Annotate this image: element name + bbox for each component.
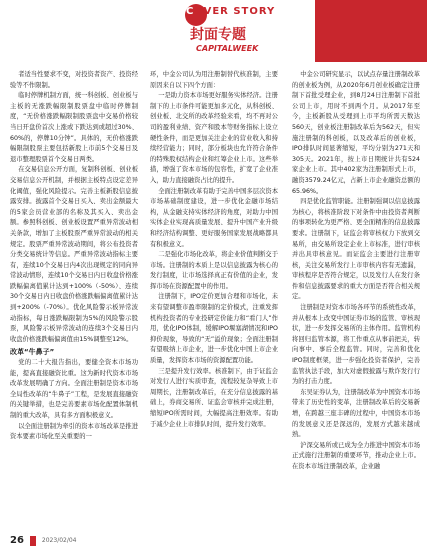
article-column-1	[10, 70, 138, 443]
article-column-3	[292, 70, 420, 473]
footer-red-mark	[30, 536, 36, 546]
header-red-bar	[315, 0, 427, 62]
section-title-en: CAPITALWEEK	[196, 44, 259, 53]
page-footer	[10, 535, 77, 546]
paragraph: 三是提升发行效率。核准制下，由于证监会对发行人进行实质审查，流程较复杂导致上市周期长，注册制改革后，在充分信息披露的基础上，券商交易所、证监会审核并完成注册，缩短IPO所需时间，大幅提高注册效率。有助于减少企业上市排队时间，提升发行效率。	[150, 367, 278, 428]
paragraph: 党的二十大报告指出，要健全资本市场功能，提高直接融资比重。这为新时代资本市场改革发展明确了方向。全面注册制是资本市场全局性改革的“牛鼻子”工程，是发展直接融资的关键举措，也是完善要素市场化配置体制机制的重大改革，具有多方面积极意义。	[10, 359, 138, 419]
paragraph: 环，中金公司认为用注册制替代核准制，主要原因来自以下四个方面：	[150, 71, 278, 89]
cover-story-label: COVER STORY	[186, 6, 276, 17]
paragraph: 在交易信息公开方面，复制科创板、创业板交易信息公开机制，并根据主板特点设定差异化阈值，强化风险提示。完善主板新股信息披露安排。披露首个交易日买入、卖出金额最大的5家会员营业部的名称及其买入、卖出金额。参照科创板、创业板设置严重异常波动相关条款，增加了主板股票严重异常波动的相关规定。股票严重异常波动期间，将公布投资者分类交易统计等信息。严重异常波动指标主要有，连续10个交易日内4次出现规定的同向异常波动情形，连续10个交易日内日收盘价格涨跌幅偏离值累计达到+100%（-50%）、连续30个交易日内日收盘价格涨跌幅偏离值累计达到+200%（-70%）。优化风险警示板异常波动指标，每日涨跌幅限制为5%的风险警示股票，风险警示板异常波动的连续3个交易日内收盘价格涨跌幅偏离值由15%调整至12%。	[10, 166, 138, 343]
paragraph: 注册制是对资本市场各环节的系统性改革，并从根本上改变中国证券市场的监管、审核现状，进一步发挥交易所的主体作用。监管机构将回归监管本源，将工作重点从事前把关，转向事中、事后全程监管。同时，完善和优化IPO制度框架，进一步强化投资者保护，完善监管执法手段，加大对虚假披露与欺诈发行行为的打击力度。	[292, 304, 420, 386]
paragraph: 临时停牌机制方面，统一科创板、创业板与主板的无涨跌幅限制股票盘中临时停牌制度，“无价格涨跌幅限制股票盘中交易价格较当日开盘价首次上涨或下跌达到或超过30%、60%的，停牌10分钟”。具体的，无价格涨跌幅限制股票主要包括新股上市前5个交易日及退市整理股票首个交易日两类。	[10, 92, 138, 163]
section-title-cn: 封面专题	[190, 27, 246, 43]
article-column-2	[150, 70, 278, 430]
issue-date: 2023/02/04	[41, 537, 77, 544]
paragraph: 以全面注册制为牵引的资本市场改革是推进资本要素市场化至关重要的一	[10, 422, 138, 441]
paragraph: 中金公司研究显示，以试点存量注册制改革的创业板为例，从2020年6月创业板确定注册制下首批受理企业，到8月24日注册制下首批公司上市，用时不到两个月。从2017年至今，主板新股从受理到上市平均所需天数达560天，创业板注册制改革后为562天，但实施注册制的科创板，以及改革后的创业板，IPO排队时间显著缩短，平均分别为271天和305天。2021年，按上市日期统计共有524家企业上市。其中402家为注册制形式上市，融资3579.24亿元，占新上市企业融资总额的65.96%。	[292, 71, 420, 195]
paragraph: 者适当性要求不变，对投资者资产、投资经验等不作限制。	[10, 71, 138, 89]
paragraph: 一是助力资本市场更好服务实体经济。注册制下的上市条件可能更加多元化，从科创板、创业板、北交所的改革经验来看，均不再对公司的盈利业绩、资产和股本等财务指标上设立硬性条件，而是更加关注企业的营业收入和持续经营能力；同时，部分板块也允许符合条件的特殊股权结构企业和红筹企业上市。这些举措，增强了资本市场的包容性，扩宽了企业准入，助力直接融资占比的提升。	[150, 92, 278, 184]
paragraph: 东吴证券认为，注册制改革为中国资本市场带来了历史性的变革，注册制改革后的交易新增，在跨越三座丰碑的过程中，中国资本市场的发展意义还是深远的，发展方式越来越成熟。	[292, 388, 420, 439]
paragraph: 沪深交易所或已成为全力推进中国资本市场正式施行注册制的重要环节，推动企业上市。在资本市场注册制改革，企业融	[292, 441, 420, 470]
paragraph: 二是强化市场化改革，将企业价值判断交于市场。注册制的本质上是以信息披露为核心的发行制度，让市场选择真正有价值的企业，发挥市场在资源配置中的作用。	[150, 251, 278, 290]
paragraph: 全面注册制改革有助于完善中国多层次资本市场基础制度建设，进一步优化金融市场结构，从金融支持实体经济的角度，对助力中国实体企业实现高质量发展、提升中国产业升级和经济结构调整、更好服务国家发展战略都具有积极意义。	[150, 187, 278, 248]
section-heading: 改革“牛鼻子”	[10, 348, 55, 357]
page-number: 26	[10, 535, 24, 546]
section-header	[0, 0, 427, 70]
paragraph: 四是优化监管职能。注册制强调以信息披露为核心，将核准阶段下对条件中由投资者判断的事项转化为更严格、更全面精准的信息披露要求。注册制下，证监会将审核权力下放到交易所，由交易所设定企业上市标准，进行审核并出具审核意见。而证监会主要进行注册审核，关注交易所发行上市审核内容有无遗漏，审核程序是否符合规定，以及发行人在发行条件和信息披露要求的重大方面是否符合相关规定。	[292, 198, 420, 301]
paragraph: 注册制下，IPO定价更加合理和市场化，未来有望调整市盈率限制的定价模式，注重发挥机构投资者的专业投研定价能力和“看门人”作用，优化IPO体制，缓解IPO堰塞湖情况和IPO抑价现象，导致的“无”溢价现象；全面注册制有望吸纳上市企业，进一步优化中国上市企业质量，发挥资本市场的资源配置功能。	[150, 293, 278, 365]
